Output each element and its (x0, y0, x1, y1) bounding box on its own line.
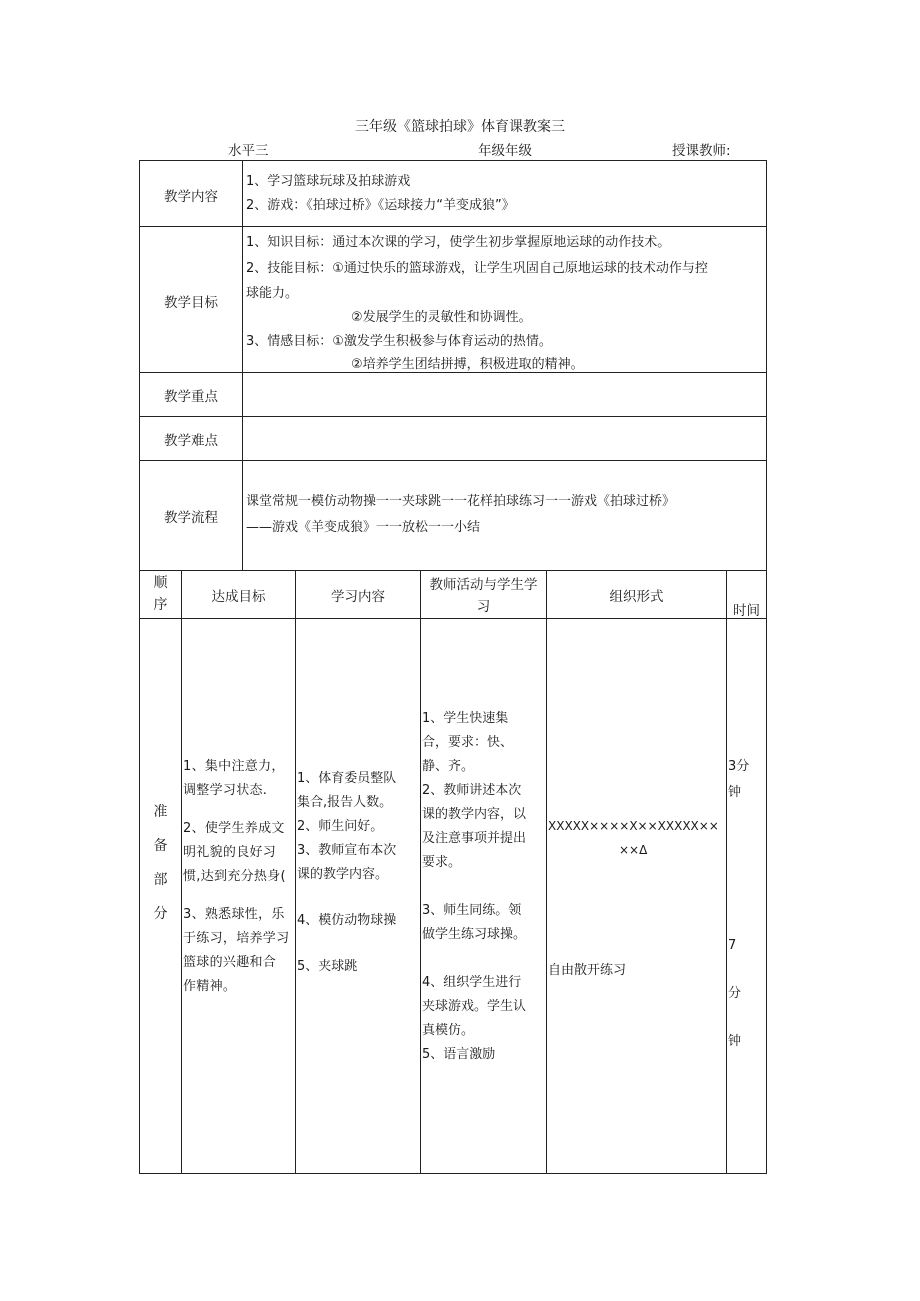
header-goals: 达成目标 (211, 589, 266, 605)
difficulties-label: 教学难点 (164, 433, 218, 449)
grade-label: 年级年级 (478, 143, 532, 159)
process-line-2: ——游戏《羊变成狼》一一放松一一小结 (246, 520, 481, 535)
section-goals: 1、集中注意力， 调整学习状态. 2、使学生养成文 明礼貌的良好习 惯,达到充分热身( 3、熟悉球性，乐 于练习，培养学习 篮球的兴趣和合 作精神。 (183, 759, 290, 994)
free-practice-label: 自由散开练习 (548, 963, 627, 978)
header-learning: 学习内容 (331, 589, 385, 605)
objective-line-6: ②培养学生团结拼搏，积极进取的精神。 (351, 357, 584, 371)
teacher-label: 授课教师: (672, 143, 731, 159)
document-title: 三年级《篮球拍球》体育课教案三 (355, 119, 565, 135)
content-label: 教学内容 (164, 189, 218, 205)
objective-line-1: 1、知识目标：通过本次课的学习，使学生初步掌握原地运球的动作技术。 (246, 235, 671, 250)
section-activity: 1、学生快速集 合，要求：快、 静、齐。 2、教师讲述本次 课的教学内容，以 及注意事项并提出 要求。 3、师生同练。领 做学生练习球操。 4、组织学生进行 夹球游戏。学生认 真模仿。 5、语言激励 (422, 711, 527, 1062)
header-organization: 组织形式 (609, 589, 664, 605)
header-activity: 教师活动与学生学 习 (429, 577, 538, 615)
header-order: 顺 序 (153, 575, 168, 613)
objective-line-2: 2、技能目标：①通过快乐的篮球游戏，让学生巩固自己原地运球的技术动作与控 (246, 261, 708, 276)
key-points-label: 教学重点 (164, 389, 218, 405)
objective-line-3: 球能力。 (246, 286, 299, 301)
header-time: 时间 (733, 603, 760, 619)
objective-line-4: ②发展学生的灵敏性和协调性。 (351, 310, 532, 325)
process-line-1: 课堂常规一模仿动物操一一夹球跳一一花样拍球练习一一游戏《拍球过桥》 (246, 494, 676, 509)
section-learning: 1、体育委员整队 集合,报告人数。 2、师生问好。 3、教师宣布本次 课的教学内容。 4、模仿动物球操 5、夹球跳 (297, 771, 397, 974)
section-name: 准 备 部 分 (153, 804, 168, 922)
content-line-2: 2、游戏：《拍球过桥》《运球接力“羊变成狼”》 (246, 198, 515, 213)
objectives-label: 教学目标 (164, 295, 218, 311)
formation-diagram: XXXXX××××X××XXXXX×× ××Δ (548, 819, 719, 857)
objective-line-5: 3、情感目标：①激发学生积极参与体育运动的热情。 (246, 334, 552, 349)
process-label: 教学流程 (164, 510, 218, 526)
level-label: 水平三 (228, 143, 269, 159)
content-line-1: 1、学习篮球玩球及拍球游戏 (246, 174, 411, 189)
time-warmup: 3分 钟 (728, 759, 750, 800)
time-practice: 7 分 钟 (728, 938, 742, 1049)
